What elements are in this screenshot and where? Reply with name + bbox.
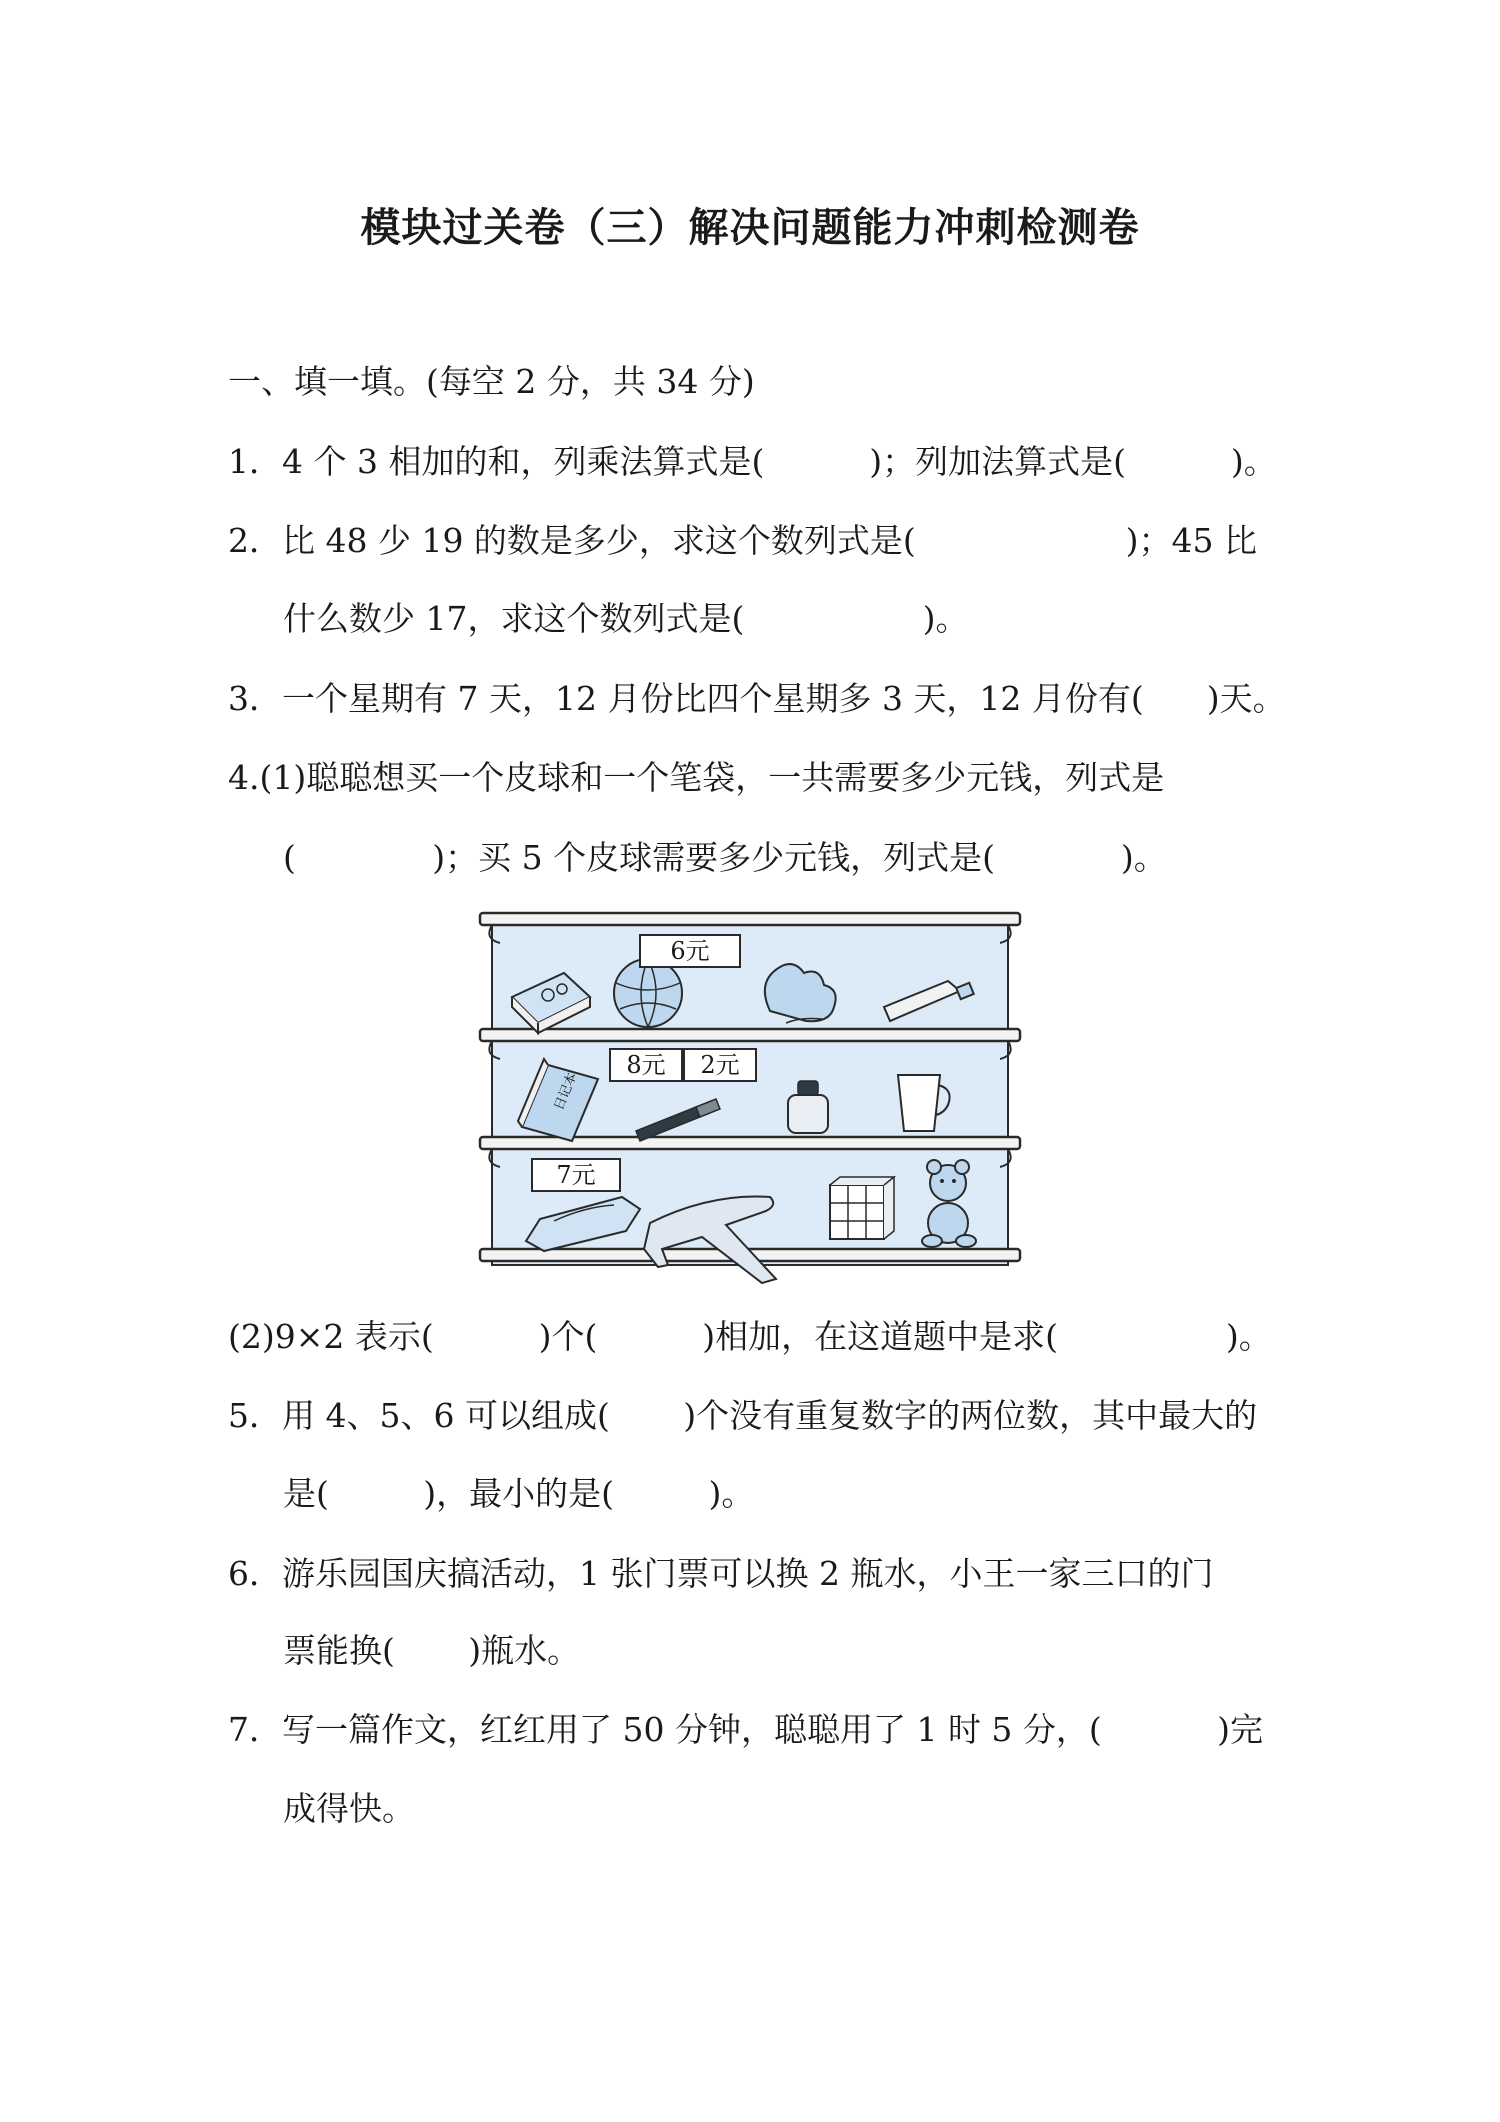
rubiks-cube-icon	[830, 1177, 894, 1239]
price-label-ball: 6元	[670, 937, 710, 965]
price-tag-ball	[640, 935, 740, 967]
question-3: 3．一个星期有 7 天，12 月份比四个星期多 3 天，12 月份有( )天。	[228, 679, 1286, 718]
question-4-1-line-1: 4.(1)聪聪想买一个皮球和一个笔袋，一共需要多少元钱，列式是	[228, 758, 1165, 797]
price-label-pen: 2元	[700, 1051, 740, 1079]
ball-icon	[614, 959, 682, 1027]
shelf-board-1	[480, 1029, 1020, 1041]
price-label-pencil-case: 7元	[556, 1161, 596, 1189]
page-title: 模块过关卷（三）解决问题能力冲刺检测卷	[360, 205, 1140, 251]
question-4-1-line-2: ( )；买 5 个皮球需要多少元钱，列式是( )。	[283, 838, 1167, 877]
question-2-line-1: 2．比 48 少 19 的数是多少，求这个数列式是( )；45 比	[228, 521, 1257, 560]
price-tag-book	[610, 1049, 682, 1081]
question-7-line-1: 7．写一篇作文，红红用了 50 分钟，聪聪用了 1 时 5 分，( )完	[228, 1710, 1264, 1749]
question-7-line-2: 成得快。	[283, 1789, 415, 1828]
question-5-line-1: 5．用 4、5、6 可以组成( )个没有重复数字的两位数，其中最大的	[228, 1396, 1258, 1435]
shelf-board-top	[480, 913, 1020, 925]
price-tag-pencil-case	[532, 1159, 620, 1191]
question-5-line-2: 是( )，最小的是( )。	[283, 1474, 755, 1513]
section-heading: 一、填一填。(每空 2 分，共 34 分)	[228, 362, 755, 401]
question-2-line-2: 什么数少 17，求这个数列式是( )。	[283, 599, 969, 638]
price-tag-pen	[684, 1049, 756, 1081]
shelf-illustration	[470, 905, 1030, 1285]
notebook-label: 日记本	[551, 1070, 581, 1113]
question-4-2: (2)9×2 表示( )个( )相加，在这道题中是求( )。	[228, 1317, 1272, 1356]
question-6-line-1: 6．游乐园国庆搞活动，1 张门票可以换 2 瓶水，小王一家三口的门	[228, 1554, 1214, 1593]
price-label-book: 8元	[626, 1051, 666, 1079]
question-6-line-2: 票能换( )瓶水。	[283, 1631, 581, 1670]
question-1: 1．4 个 3 相加的和，列乘法算式是( )；列加法算式是( )。	[228, 442, 1277, 481]
